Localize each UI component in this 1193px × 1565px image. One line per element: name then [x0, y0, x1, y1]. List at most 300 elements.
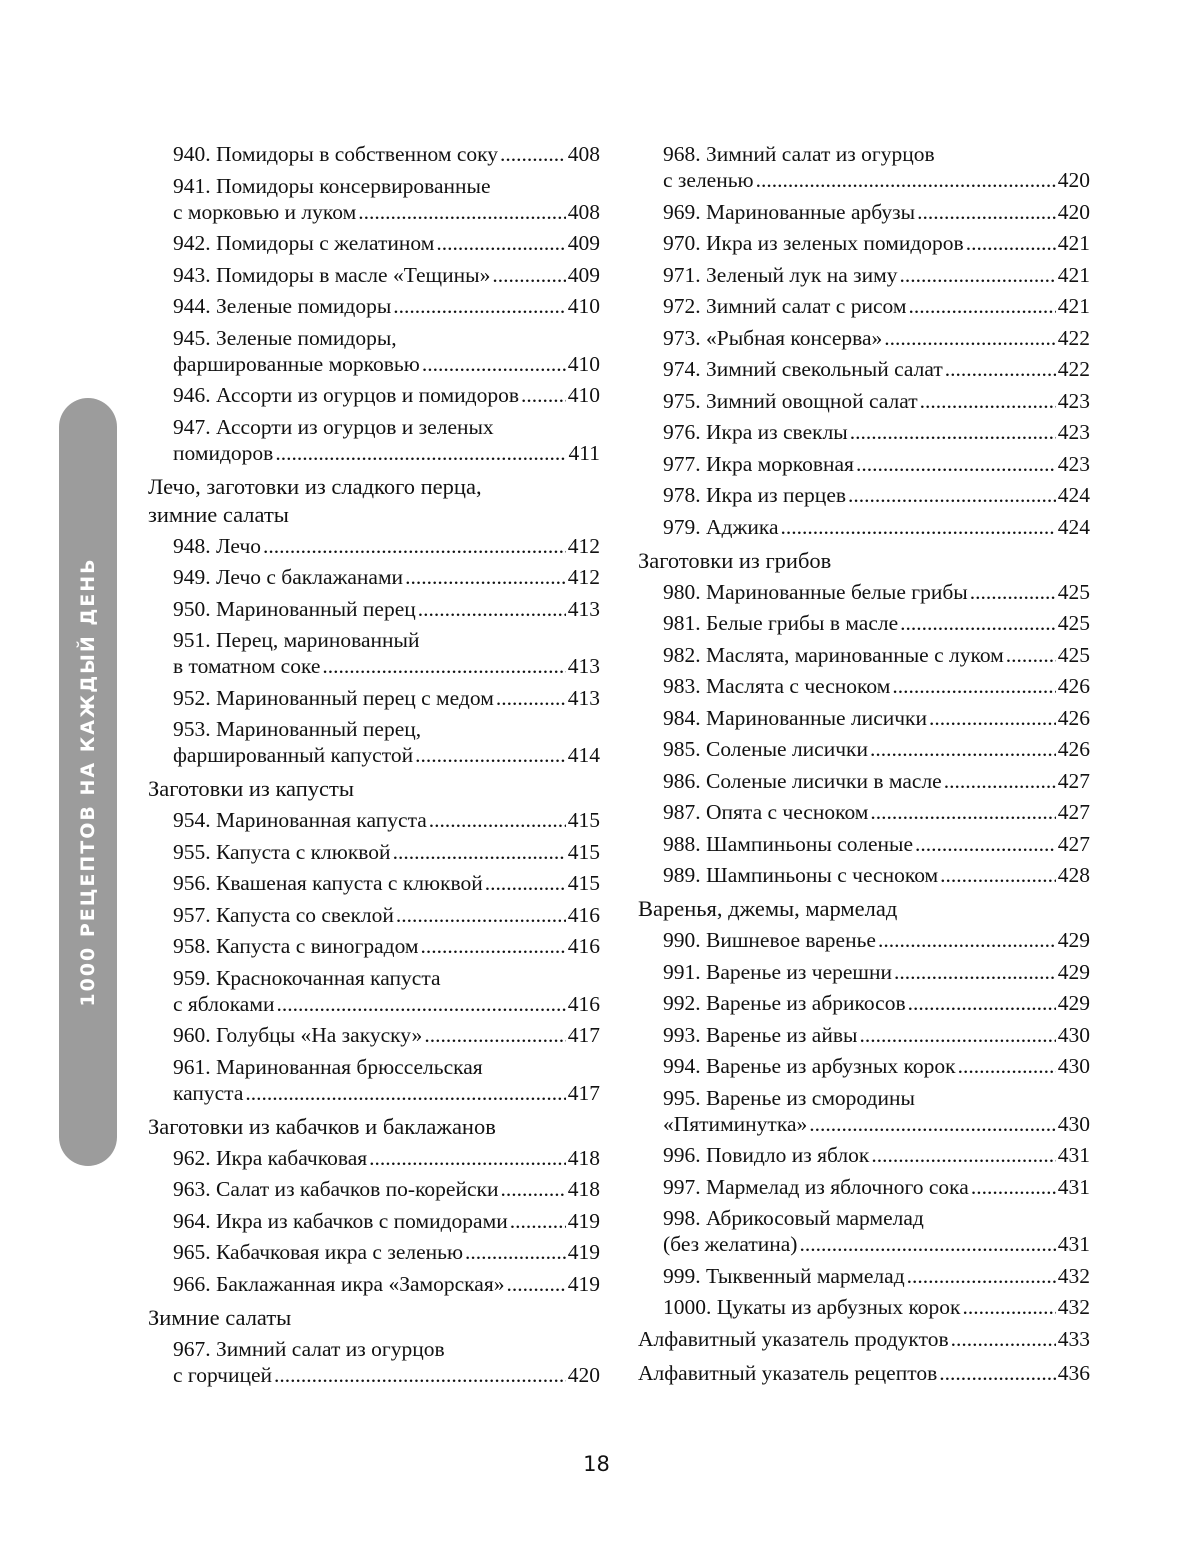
- toc-entry: [148, 870, 600, 896]
- toc-entry: [148, 293, 600, 319]
- toc-entry-line: [173, 293, 600, 319]
- toc-entry-page: 432: [1057, 1263, 1090, 1288]
- leader-dots: [892, 673, 1055, 699]
- toc-entry-page: 420: [567, 1362, 600, 1387]
- toc-entry-line: [173, 1080, 600, 1106]
- leader-dots: [971, 1174, 1056, 1200]
- toc-entry-page: 429: [1057, 991, 1090, 1015]
- toc-entry-page: 432: [1057, 1295, 1090, 1319]
- leader-dots: [492, 262, 565, 288]
- toc-entry: [638, 419, 1090, 445]
- section-heading-winter-salads: Зимние салаты: [148, 1304, 292, 1330]
- toc-entry: [638, 736, 1090, 762]
- leader-dots: [465, 1239, 566, 1265]
- toc-entry-title: 964. Икра из кабачков с помидорами: [173, 1208, 508, 1233]
- toc-entry-title: 947. Ассорти из огурцов и зеленых: [173, 414, 494, 439]
- toc-entry: [638, 482, 1090, 508]
- leader-dots: [369, 1145, 566, 1171]
- leader-dots: [870, 736, 1056, 762]
- toc-group: [148, 1336, 600, 1388]
- toc-entry-title: 973. «Рыбная консерва»: [663, 325, 883, 350]
- toc-entry: [638, 514, 1090, 540]
- toc-entry-line: [173, 1271, 600, 1297]
- toc-entry-page: 415: [567, 871, 600, 895]
- book-title-vertical: 1000 РЕЦЕПТОВ НА КАЖДЫЙ ДЕНЬ: [77, 557, 99, 1007]
- toc-entry-title: 965. Кабачковая икра с зеленью: [173, 1240, 464, 1264]
- leader-dots: [263, 533, 566, 559]
- toc-entry-line: [173, 870, 600, 896]
- toc-entry-title: фаршированный капустой: [173, 743, 414, 767]
- toc-entry-title: 961. Маринованная брюссельская: [173, 1054, 483, 1079]
- toc-entry: [638, 1053, 1090, 1079]
- toc-group: [638, 927, 1090, 1320]
- toc-entry-title: капуста: [173, 1080, 244, 1105]
- leader-dots: [276, 991, 565, 1017]
- toc-entry-page: 429: [1057, 959, 1090, 984]
- toc-entry-line: [663, 705, 1090, 731]
- section-heading-line: зимние салаты: [148, 501, 289, 527]
- toc-entry: [148, 596, 600, 622]
- toc-entry-title: 962. Икра кабачковая: [173, 1145, 368, 1170]
- toc-entry-title: помидоров: [173, 440, 274, 465]
- toc-entry-title: 978. Икра из перцев: [663, 483, 847, 507]
- toc-entry-title: 988. Шампиньоны соленые: [663, 831, 914, 856]
- toc-entry-title: 985. Соленые лисички: [663, 737, 868, 761]
- toc-entry-page: 431: [1057, 1143, 1090, 1167]
- toc-entry: [638, 230, 1090, 256]
- toc-entry-title: «Пятиминутка»: [663, 1111, 808, 1136]
- toc-entry-line: [173, 141, 600, 167]
- leader-dots: [939, 1360, 1056, 1386]
- toc-entry: [148, 414, 600, 466]
- toc-entry-line: [173, 742, 600, 768]
- toc-entry-page: 409: [567, 231, 600, 255]
- toc-entry-line: [173, 991, 600, 1017]
- leader-dots: [894, 959, 1056, 985]
- toc-entry-line: [173, 653, 600, 679]
- toc-entry-page: 420: [1057, 168, 1090, 192]
- toc-entry-page: 425: [1057, 611, 1090, 635]
- toc-entry: [148, 262, 600, 288]
- toc-entry-page: 418: [567, 1145, 600, 1170]
- toc-entry-line: [173, 596, 600, 622]
- toc-entry: [148, 1271, 600, 1297]
- toc-entry-title: 949. Лечо с баклажанами: [173, 565, 404, 589]
- toc-entry-title: 952. Маринованный перец с медом: [173, 685, 494, 710]
- toc-group: [638, 579, 1090, 889]
- toc-entry: [638, 673, 1090, 699]
- toc-entry-line: [663, 325, 1090, 351]
- leader-dots: [900, 610, 1056, 636]
- toc-entry-title: 968. Зимний салат из огурцов: [663, 142, 935, 166]
- toc-entry: [148, 685, 600, 711]
- leader-dots: [856, 451, 1056, 477]
- leader-dots: [940, 862, 1056, 888]
- toc-group: [148, 807, 600, 1106]
- toc-entry-line: [173, 1208, 600, 1234]
- toc-entry-title: 951. Перец, маринованный: [173, 628, 420, 652]
- section-heading-line: Лечо, заготовки из сладкого перца,: [148, 473, 482, 499]
- toc-entry-title: 944. Зеленые помидоры: [173, 294, 392, 318]
- toc-entry-line: [663, 1022, 1090, 1048]
- toc-entry-line: [663, 1174, 1090, 1200]
- toc-entry-title: 975. Зимний овощной салат: [663, 388, 918, 413]
- toc-entry-title: 984. Маринованные лисички: [663, 705, 928, 730]
- toc-entry-page: 413: [567, 596, 600, 621]
- toc-entry-title: 958. Капуста с виноградом: [173, 934, 419, 958]
- toc-entry: [638, 768, 1090, 794]
- toc-entry-line: [173, 564, 600, 590]
- toc-entry-page: 419: [567, 1240, 600, 1264]
- leader-dots: [907, 1263, 1056, 1289]
- leader-dots: [275, 440, 566, 466]
- toc-entry-line: [663, 1111, 1090, 1137]
- toc-entry-title: 942. Помидоры с желатином: [173, 231, 435, 255]
- toc-entry: [638, 610, 1090, 636]
- toc-entry-line: [663, 831, 1090, 857]
- toc-entry-title: с яблоками: [173, 991, 275, 1016]
- leader-dots: [878, 927, 1056, 953]
- toc-entry-line: [663, 799, 1090, 825]
- toc-entry: [148, 965, 600, 1017]
- toc-entry-line: [663, 514, 1090, 540]
- toc-entry-title: 983. Маслята с чесноком: [663, 674, 891, 698]
- toc-entry: [148, 1054, 600, 1106]
- toc-entry-page: 424: [1057, 514, 1090, 539]
- toc-entry-title: фаршированные морковью: [173, 351, 420, 376]
- toc-entry: [638, 1142, 1090, 1168]
- leader-dots: [358, 199, 566, 225]
- toc-entry: [638, 831, 1090, 857]
- toc-entry-line: [663, 199, 1090, 225]
- toc-entry: [148, 325, 600, 377]
- toc-entry-line: [173, 1336, 600, 1362]
- toc-entry-title: 989. Шампиньоны с чесноком: [663, 863, 939, 887]
- leader-dots: [958, 1053, 1056, 1079]
- toc-entry-title: 999. Тыквенный мармелад: [663, 1263, 905, 1288]
- toc-entry-line: [663, 167, 1090, 193]
- index-recipes-page: 436: [1057, 1361, 1090, 1385]
- toc-entry: [638, 356, 1090, 382]
- toc-entry: [148, 1176, 600, 1202]
- toc-entry-line: [173, 627, 600, 653]
- toc-entry-title: 976. Икра из свеклы: [663, 420, 848, 444]
- toc-entry-title: 960. Голубцы «На закуску»: [173, 1023, 423, 1047]
- toc-entry: [148, 1022, 600, 1048]
- toc-entry: [638, 990, 1090, 1016]
- toc-entry: [638, 1174, 1090, 1200]
- toc-entry-line: [173, 230, 600, 256]
- toc-entry-page: 422: [1057, 325, 1090, 350]
- toc-entry-line: [663, 141, 1090, 167]
- toc-entry-title: 966. Баклажанная икра «Заморская»: [173, 1271, 505, 1296]
- toc-entry-line: [173, 533, 600, 559]
- toc-entry: [148, 230, 600, 256]
- leader-dots: [884, 325, 1055, 351]
- toc-entry-line: [173, 325, 600, 351]
- toc-entry-page: 409: [567, 262, 600, 287]
- leader-dots: [781, 514, 1056, 540]
- toc-entry-page: 419: [567, 1208, 600, 1233]
- toc-entry-title: 987. Опята с чесноком: [663, 800, 869, 824]
- toc-entry-page: 431: [1057, 1232, 1090, 1256]
- toc-entry-title: 995. Варенье из смородины: [663, 1085, 915, 1110]
- toc-entry-page: 413: [567, 685, 600, 710]
- toc-entry: [148, 382, 600, 408]
- section-heading-jams: Варенья, джемы, мармелад: [638, 896, 898, 921]
- toc-entry-page: 421: [1057, 294, 1090, 318]
- toc-entry-title: 950. Маринованный перец: [173, 596, 416, 621]
- section-heading-mushrooms: Заготовки из грибов: [638, 547, 832, 573]
- leader-dots: [963, 1294, 1056, 1320]
- toc-entry: [638, 199, 1090, 225]
- toc-entry-title: с горчицей: [173, 1362, 273, 1387]
- toc-entry-line: [173, 1054, 600, 1080]
- leader-dots: [421, 933, 566, 959]
- leader-dots: [415, 742, 566, 768]
- leader-dots: [970, 579, 1056, 605]
- toc-entry-page: 422: [1057, 357, 1090, 381]
- toc-entry-page: 426: [1057, 737, 1090, 761]
- toc-entry: [148, 1336, 600, 1388]
- toc-group: [148, 533, 600, 769]
- toc-entry-line: [663, 959, 1090, 985]
- toc-entry-title: 954. Маринованная капуста: [173, 808, 427, 832]
- toc-entry-line: [663, 262, 1090, 288]
- toc-entry-line: [173, 1022, 600, 1048]
- toc-entry-title: 998. Абрикосовый мармелад: [663, 1206, 924, 1230]
- toc-entry-line: [173, 351, 600, 377]
- toc-entry-title: 953. Маринованный перец,: [173, 717, 422, 741]
- toc-entry-title: (без желатина): [663, 1232, 798, 1256]
- toc-entry-page: 410: [567, 294, 600, 318]
- leader-dots: [871, 1142, 1055, 1168]
- toc-entry-title: 997. Мармелад из яблочного сока: [663, 1174, 969, 1199]
- toc-entry-title: 967. Зимний салат из огурцов: [173, 1336, 445, 1361]
- toc-entry-line: [173, 716, 600, 742]
- toc-entry: [148, 173, 600, 225]
- toc-entry: [638, 141, 1090, 193]
- index-recipes-entry: [638, 1360, 1090, 1386]
- toc-entry-title: 969. Маринованные арбузы: [663, 199, 916, 224]
- toc-entry: [148, 716, 600, 768]
- toc-entry-title: 977. Икра морковная: [663, 451, 854, 476]
- toc-entry-page: 418: [567, 1177, 600, 1201]
- index-products-page: 433: [1057, 1327, 1090, 1351]
- toc-entry-page: 412: [567, 533, 600, 558]
- toc-entry-title: 940. Помидоры в собственном соку: [173, 142, 499, 166]
- leader-dots: [799, 1231, 1055, 1257]
- index-products-label: Алфавитный указатель продуктов: [638, 1327, 949, 1351]
- toc-entry-title: 986. Соленые лисички в масле: [663, 768, 942, 793]
- toc-entry-page: 426: [1057, 705, 1090, 730]
- toc-entry-page: 427: [1057, 768, 1090, 793]
- toc-entry-line: [663, 610, 1090, 636]
- leader-dots: [870, 799, 1055, 825]
- toc-entry-title: 994. Варенье из арбузных корок: [663, 1054, 956, 1078]
- toc-entry-title: 948. Лечо: [173, 533, 262, 558]
- toc-entry-page: 410: [567, 351, 600, 376]
- toc-entry-title: 972. Зимний салат с рисом: [663, 294, 907, 318]
- toc-entry: [638, 1205, 1090, 1257]
- toc-entry-page: 411: [568, 440, 600, 465]
- toc-entry-title: 941. Помидоры консервированные: [173, 173, 491, 198]
- toc-entry-line: [173, 199, 600, 225]
- toc-entry-line: [173, 1176, 600, 1202]
- toc-entry-line: [663, 1263, 1090, 1289]
- toc-entry-line: [663, 1294, 1090, 1320]
- leader-dots: [322, 653, 565, 679]
- toc-entry-line: [173, 1362, 600, 1388]
- toc-entry-title: 991. Варенье из черешни: [663, 959, 892, 984]
- page-number: 18: [583, 1452, 610, 1476]
- toc-entry-title: 980. Маринованные белые грибы: [663, 579, 968, 604]
- toc-right-column: [638, 141, 1090, 1394]
- toc-entry-page: 416: [567, 902, 600, 927]
- toc-entry-page: 416: [567, 991, 600, 1016]
- toc-entry-line: [173, 933, 600, 959]
- toc-entry-line: [173, 414, 600, 440]
- leader-dots: [951, 1326, 1056, 1352]
- toc-entry-page: 427: [1057, 800, 1090, 824]
- toc-entry-page: 421: [1057, 262, 1090, 287]
- leader-dots: [436, 230, 565, 256]
- toc-entry-line: [663, 673, 1090, 699]
- leader-dots: [908, 990, 1056, 1016]
- leader-dots: [908, 293, 1055, 319]
- toc-entry: [638, 388, 1090, 414]
- toc-entry-page: 408: [567, 142, 600, 166]
- toc-entry-title: 957. Капуста со свеклой: [173, 902, 394, 927]
- toc-entry-page: 414: [567, 743, 600, 767]
- leader-dots: [510, 1208, 566, 1234]
- toc-entry-line: [663, 230, 1090, 256]
- toc-entry-page: 430: [1057, 1054, 1090, 1078]
- toc-entry-title: 993. Варенье из айвы: [663, 1022, 858, 1047]
- leader-dots: [966, 230, 1056, 256]
- toc-entry-title: 970. Икра из зеленых помидоров: [663, 231, 964, 255]
- leader-dots: [418, 596, 566, 622]
- toc-entry-title: с зеленью: [663, 168, 754, 192]
- toc-entry: [148, 839, 600, 865]
- leader-dots: [496, 685, 566, 711]
- toc-entry: [148, 933, 600, 959]
- toc-entry-page: 415: [567, 839, 600, 864]
- toc-entry-page: 425: [1057, 579, 1090, 604]
- toc-entry-line: [173, 1145, 600, 1171]
- toc-entry: [638, 1294, 1090, 1320]
- toc-entry-page: 423: [1057, 388, 1090, 413]
- leader-dots: [405, 564, 566, 590]
- toc-entry-page: 428: [1057, 863, 1090, 887]
- toc-entry-line: [663, 1205, 1090, 1231]
- toc-entry-line: [663, 388, 1090, 414]
- toc-entry-title: 982. Маслята, маринованные с луком: [663, 642, 1004, 667]
- toc-entry: [148, 564, 600, 590]
- side-tab: [59, 398, 117, 1166]
- toc-entry: [638, 1263, 1090, 1289]
- leader-dots: [929, 705, 1056, 731]
- toc-entry-page: 423: [1057, 420, 1090, 444]
- toc-entry-page: 421: [1057, 231, 1090, 255]
- toc-entry-title: 946. Ассорти из огурцов и помидоров: [173, 383, 519, 407]
- toc-entry: [638, 293, 1090, 319]
- toc-entry-line: [663, 1142, 1090, 1168]
- toc-entry-line: [663, 927, 1090, 953]
- toc-entry-line: [173, 965, 600, 991]
- toc-entry-line: [173, 262, 600, 288]
- leader-dots: [274, 1362, 566, 1388]
- leader-dots: [245, 1080, 565, 1106]
- toc-entry-page: 412: [567, 565, 600, 589]
- toc-entry-page: 430: [1057, 1022, 1090, 1047]
- toc-entry-line: [173, 1239, 600, 1265]
- leader-dots: [850, 419, 1056, 445]
- toc-entry-line: [663, 579, 1090, 605]
- leader-dots: [1006, 642, 1056, 668]
- toc-entry-page: 425: [1057, 642, 1090, 667]
- toc-entry-line: [663, 356, 1090, 382]
- section-heading-cabbage: Заготовки из капусты: [148, 776, 354, 801]
- toc-entry-line: [663, 1231, 1090, 1257]
- toc-entry-line: [663, 451, 1090, 477]
- leader-dots: [393, 293, 565, 319]
- toc-entry-title: 963. Салат из кабачков по-корейски: [173, 1177, 499, 1201]
- leader-dots: [859, 1022, 1055, 1048]
- toc-entry-page: 417: [567, 1080, 600, 1105]
- toc-entry: [148, 1208, 600, 1234]
- leader-dots: [756, 167, 1056, 193]
- toc-entry-title: 996. Повидло из яблок: [663, 1143, 870, 1167]
- toc-entry: [638, 451, 1090, 477]
- leader-dots: [809, 1111, 1056, 1137]
- toc-entry-line: [663, 293, 1090, 319]
- toc-entry-line: [663, 482, 1090, 508]
- toc-entry-page: 416: [567, 934, 600, 958]
- toc-entry-line: [663, 1085, 1090, 1111]
- toc-entry-line: [663, 419, 1090, 445]
- toc-entry-line: [173, 839, 600, 865]
- leader-dots: [485, 870, 566, 896]
- leader-dots: [917, 199, 1056, 225]
- toc-entry-page: 408: [567, 199, 600, 224]
- toc-entry: [638, 579, 1090, 605]
- leader-dots: [900, 262, 1056, 288]
- leader-dots: [429, 807, 566, 833]
- toc-entry: [638, 705, 1090, 731]
- toc-entry-title: 943. Помидоры в масле «Тещины»: [173, 262, 491, 287]
- toc-entry: [148, 627, 600, 679]
- toc-entry-title: 1000. Цукаты из арбузных корок: [663, 1295, 961, 1319]
- toc-entry-page: 410: [567, 383, 600, 407]
- toc-entry: [638, 1085, 1090, 1137]
- leader-dots: [945, 356, 1056, 382]
- toc-entry-line: [173, 173, 600, 199]
- toc-group: [638, 141, 1090, 540]
- index-recipes-label: Алфавитный указатель рецептов: [638, 1361, 938, 1385]
- toc-entry-title: 945. Зеленые помидоры,: [173, 325, 397, 350]
- leader-dots: [422, 351, 566, 377]
- toc-entry: [638, 799, 1090, 825]
- section-heading-zucchini: Заготовки из кабачков и баклажанов: [148, 1113, 496, 1139]
- leader-dots: [424, 1022, 565, 1048]
- toc-entry-page: 430: [1057, 1111, 1090, 1136]
- toc-entry-title: в томатном соке: [173, 654, 321, 678]
- toc-entry: [148, 533, 600, 559]
- toc-entry: [148, 141, 600, 167]
- toc-entry-title: с морковью и луком: [173, 199, 357, 224]
- toc-entry-line: [663, 642, 1090, 668]
